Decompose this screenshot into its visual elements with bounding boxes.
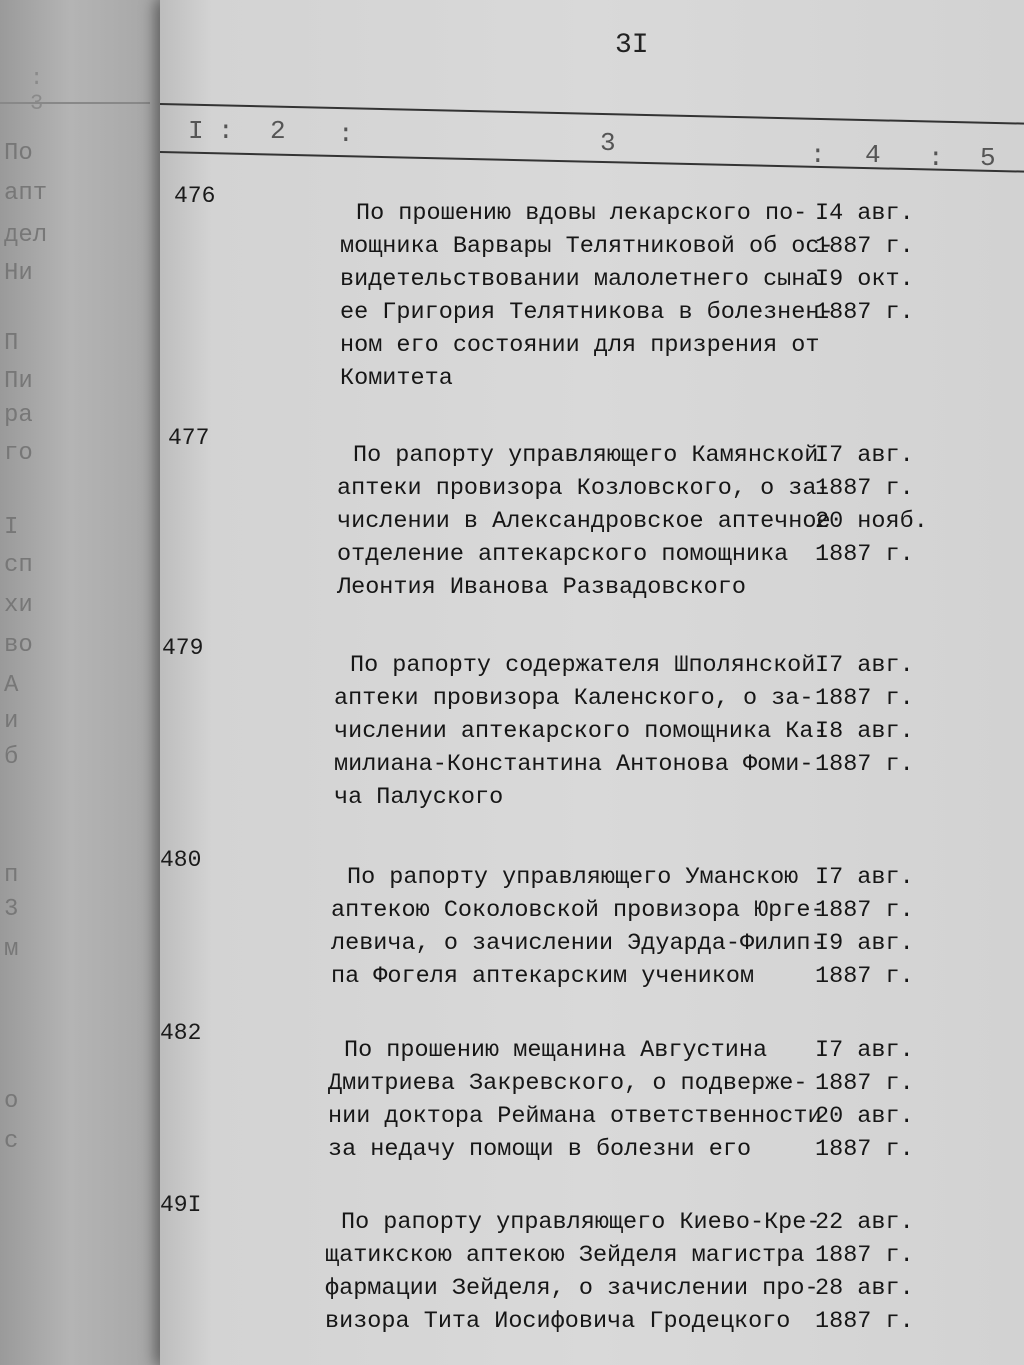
- entry-date: I7 авг.: [815, 442, 914, 469]
- entry-date: 20 нояб.: [815, 508, 928, 535]
- previous-page: [0, 0, 175, 1365]
- entry-number: 476: [174, 183, 216, 209]
- entry-description: [340, 197, 834, 395]
- entry-description-line: Комитета: [340, 365, 453, 392]
- entry-description-line: милиана-Константина Антонова Фоми-: [334, 751, 814, 778]
- entry-description-line: ном его состоянии для призрения от: [340, 332, 820, 359]
- entry-description-line: мощника Варвары Телятниковой об ос-: [340, 233, 834, 260]
- entry-description-line: левича, о зачислении Эдуарда-Филип-: [331, 930, 825, 957]
- header-rule-bottom: [160, 151, 1024, 173]
- entry-description-line: Дмитриева Закревского, о подверже-: [328, 1070, 808, 1097]
- previous-page-fragment: сп: [4, 552, 33, 579]
- header-rule-top: [160, 103, 1024, 125]
- entry-date: 20 авг.: [815, 1103, 914, 1130]
- entry-date: I4 авг.: [815, 200, 914, 227]
- entry-date: I7 авг.: [815, 652, 914, 679]
- previous-page-rule: [0, 102, 150, 104]
- column-header-2: 2: [270, 116, 286, 146]
- entry-number: 49I: [160, 1192, 202, 1218]
- column-separator: :: [338, 119, 354, 149]
- entry-description-line: видетельствовании малолетнего сына: [340, 266, 820, 293]
- entry-date: 1887 г.: [815, 685, 914, 712]
- entry-description-line: нии доктора Реймана ответственности: [328, 1103, 822, 1130]
- entry-dates: [815, 197, 965, 329]
- entry-description-line: По прошению вдовы лекарского по-: [356, 200, 808, 227]
- entry-description-line: фармации Зейделя, о зачислении про-: [325, 1275, 819, 1302]
- previous-page-fragment: 3: [4, 896, 19, 923]
- column-header-4: 4: [865, 140, 881, 170]
- entry-date: 1887 г.: [815, 1070, 914, 1097]
- entry-dates: [815, 439, 965, 571]
- entry-description: [337, 439, 831, 604]
- previous-page-fragment: П: [4, 330, 19, 357]
- column-header-5: 5: [980, 143, 996, 173]
- entry-description-line: числении в Александровское аптечное: [337, 508, 831, 535]
- entry-date: 1887 г.: [815, 541, 914, 568]
- entry-date: 1887 г.: [815, 963, 914, 990]
- previous-page-fragment: Пи: [4, 368, 33, 395]
- entry-number: 480: [160, 847, 202, 873]
- entry-description-line: Леонтия Иванова Развадовского: [337, 574, 746, 601]
- entry-number: 482: [160, 1020, 202, 1046]
- entry-description-line: По рапорту управляющего Камянской: [353, 442, 819, 469]
- register-entry: [160, 183, 1024, 392]
- previous-page-fragment: апт: [4, 180, 48, 207]
- entry-number: 479: [162, 635, 204, 661]
- previous-page-fragment: и: [4, 708, 19, 735]
- column-separator: :: [218, 116, 234, 146]
- entry-description-line: па Фогеля аптекарским учеником: [331, 963, 755, 990]
- entry-description-line: числении аптекарского помощника Ка-: [334, 718, 828, 745]
- entry-description-line: ча Палуского: [334, 784, 504, 811]
- entry-description: [325, 1206, 821, 1338]
- entry-date: 1887 г.: [815, 475, 914, 502]
- entry-date: I9 окт.: [815, 266, 914, 293]
- previous-page-fragment: хи: [4, 592, 33, 619]
- previous-page-fragment: дел: [4, 222, 48, 249]
- entry-description: [331, 861, 825, 993]
- entry-description-line: аптеки провизора Каленского, о за-: [334, 685, 814, 712]
- entry-dates: [815, 861, 965, 993]
- register-entry: [160, 425, 1024, 601]
- previous-page-fragment: о: [4, 1088, 19, 1115]
- entry-date: 1887 г.: [815, 897, 914, 924]
- entry-date: 28 авг.: [815, 1275, 914, 1302]
- entry-description-line: ее Григория Телятникова в болезнен-: [340, 299, 834, 326]
- entry-date: I7 авг.: [815, 864, 914, 891]
- previous-page-fragment: По: [4, 140, 33, 167]
- previous-page-fragment: го: [4, 440, 33, 467]
- previous-page-fragment: Ни: [4, 260, 33, 287]
- register-entry: [160, 635, 1024, 811]
- document-page: [160, 0, 1024, 1365]
- previous-page-fragment: I: [4, 514, 19, 541]
- entry-date: I9 авг.: [815, 930, 914, 957]
- entry-date: 1887 г.: [815, 1308, 914, 1335]
- entry-description-line: визора Тита Иосифовича Гродецкого: [325, 1308, 791, 1335]
- entry-date: I8 авг.: [815, 718, 914, 745]
- previous-page-fragment: А: [4, 672, 19, 699]
- entry-description-line: аптекою Соколовской провизора Юрге-: [331, 897, 825, 924]
- previous-page-header: : 3: [30, 66, 84, 116]
- entry-description-line: отделение аптекарского помощника: [337, 541, 789, 568]
- register-entry: [160, 847, 1024, 1007]
- register-entry: [160, 1192, 1024, 1352]
- entry-dates: [815, 1206, 965, 1338]
- entry-date: 1887 г.: [815, 1242, 914, 1269]
- entry-description: [334, 649, 828, 814]
- previous-page-fragment: с: [4, 1128, 19, 1155]
- previous-page-fragment: ра: [4, 402, 33, 429]
- entry-date: I7 авг.: [815, 1037, 914, 1064]
- entry-date: 1887 г.: [815, 299, 914, 326]
- entry-description-line: за недачу помощи в болезни его: [328, 1136, 752, 1163]
- entry-description-line: аптеки провизора Козловского, о за-: [337, 475, 831, 502]
- entry-description-line: По рапорту управляющего Уманскою: [347, 864, 799, 891]
- entry-date: 1887 г.: [815, 1136, 914, 1163]
- entry-date: 1887 г.: [815, 751, 914, 778]
- column-separator: :: [928, 143, 944, 173]
- entry-dates: [815, 1034, 965, 1166]
- column-header-3: 3: [600, 128, 616, 158]
- previous-page-fragment: п: [4, 862, 19, 889]
- previous-page-fragment: м: [4, 936, 19, 963]
- entry-description-line: По прошению мещанина Августина: [344, 1037, 768, 1064]
- entry-number: 477: [168, 425, 210, 451]
- entry-description-line: щатикскою аптекою Зейделя магистра: [325, 1242, 805, 1269]
- column-separator: :: [810, 140, 826, 170]
- register-entry: [160, 1020, 1024, 1180]
- page-number: 3I: [615, 30, 649, 61]
- entry-description-line: По рапорту содержателя Шполянской: [350, 652, 816, 679]
- previous-page-fragment: б: [4, 744, 19, 771]
- entry-date: 22 авг.: [815, 1209, 914, 1236]
- entry-date: 1887 г.: [815, 233, 914, 260]
- column-header-1: I: [188, 116, 204, 146]
- previous-page-fragment: во: [4, 632, 33, 659]
- entry-description-line: По рапорту управляющего Киево-Кре-: [341, 1209, 821, 1236]
- entry-dates: [815, 649, 965, 781]
- entry-description: [328, 1034, 822, 1166]
